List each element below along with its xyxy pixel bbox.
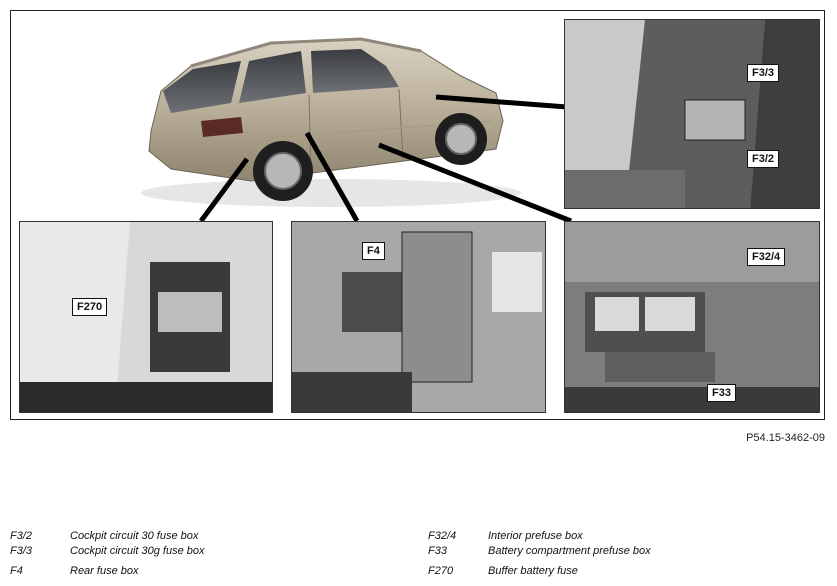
legend-code: F4 [10,565,23,577]
legend-item [10,528,410,544]
legend-description: Cockpit circuit 30 fuse box [70,530,199,542]
legend-code: F33 [428,545,447,557]
callout-f270: F270 [72,298,107,316]
legend-description: Interior prefuse box [488,530,583,542]
legend-item [428,528,828,544]
legend-code: F270 [428,565,454,577]
legend-code: F3/2 [10,530,33,542]
photo-buffer-battery [19,221,273,413]
legend-description: Buffer battery fuse [488,565,578,577]
legend-code: F3/3 [10,545,33,557]
callout-f33: F33 [707,384,736,402]
photo-rear-fuse-box [291,221,546,413]
photo-prefuse-boxes [564,221,820,413]
legend-description: Rear fuse box [70,565,139,577]
legend-item [10,563,410,579]
legend-right [428,528,828,578]
legend-left [10,528,410,578]
photo-cockpit-fuse-box [564,19,820,209]
legend-item [428,563,828,579]
callout-f4: F4 [362,242,385,260]
diagram-frame [10,10,825,420]
figure-reference: P54.15-3462-09 [746,432,825,444]
legend-item [10,543,410,559]
legend-description: Battery compartment prefuse box [488,545,651,557]
callout-f32-4: F32/4 [747,248,785,266]
legend-item [428,543,828,559]
legend-code: F32/4 [428,530,457,542]
callout-f3-3: F3/3 [747,64,779,82]
callout-f3-2: F3/2 [747,150,779,168]
legend-description: Cockpit circuit 30g fuse box [70,545,205,557]
